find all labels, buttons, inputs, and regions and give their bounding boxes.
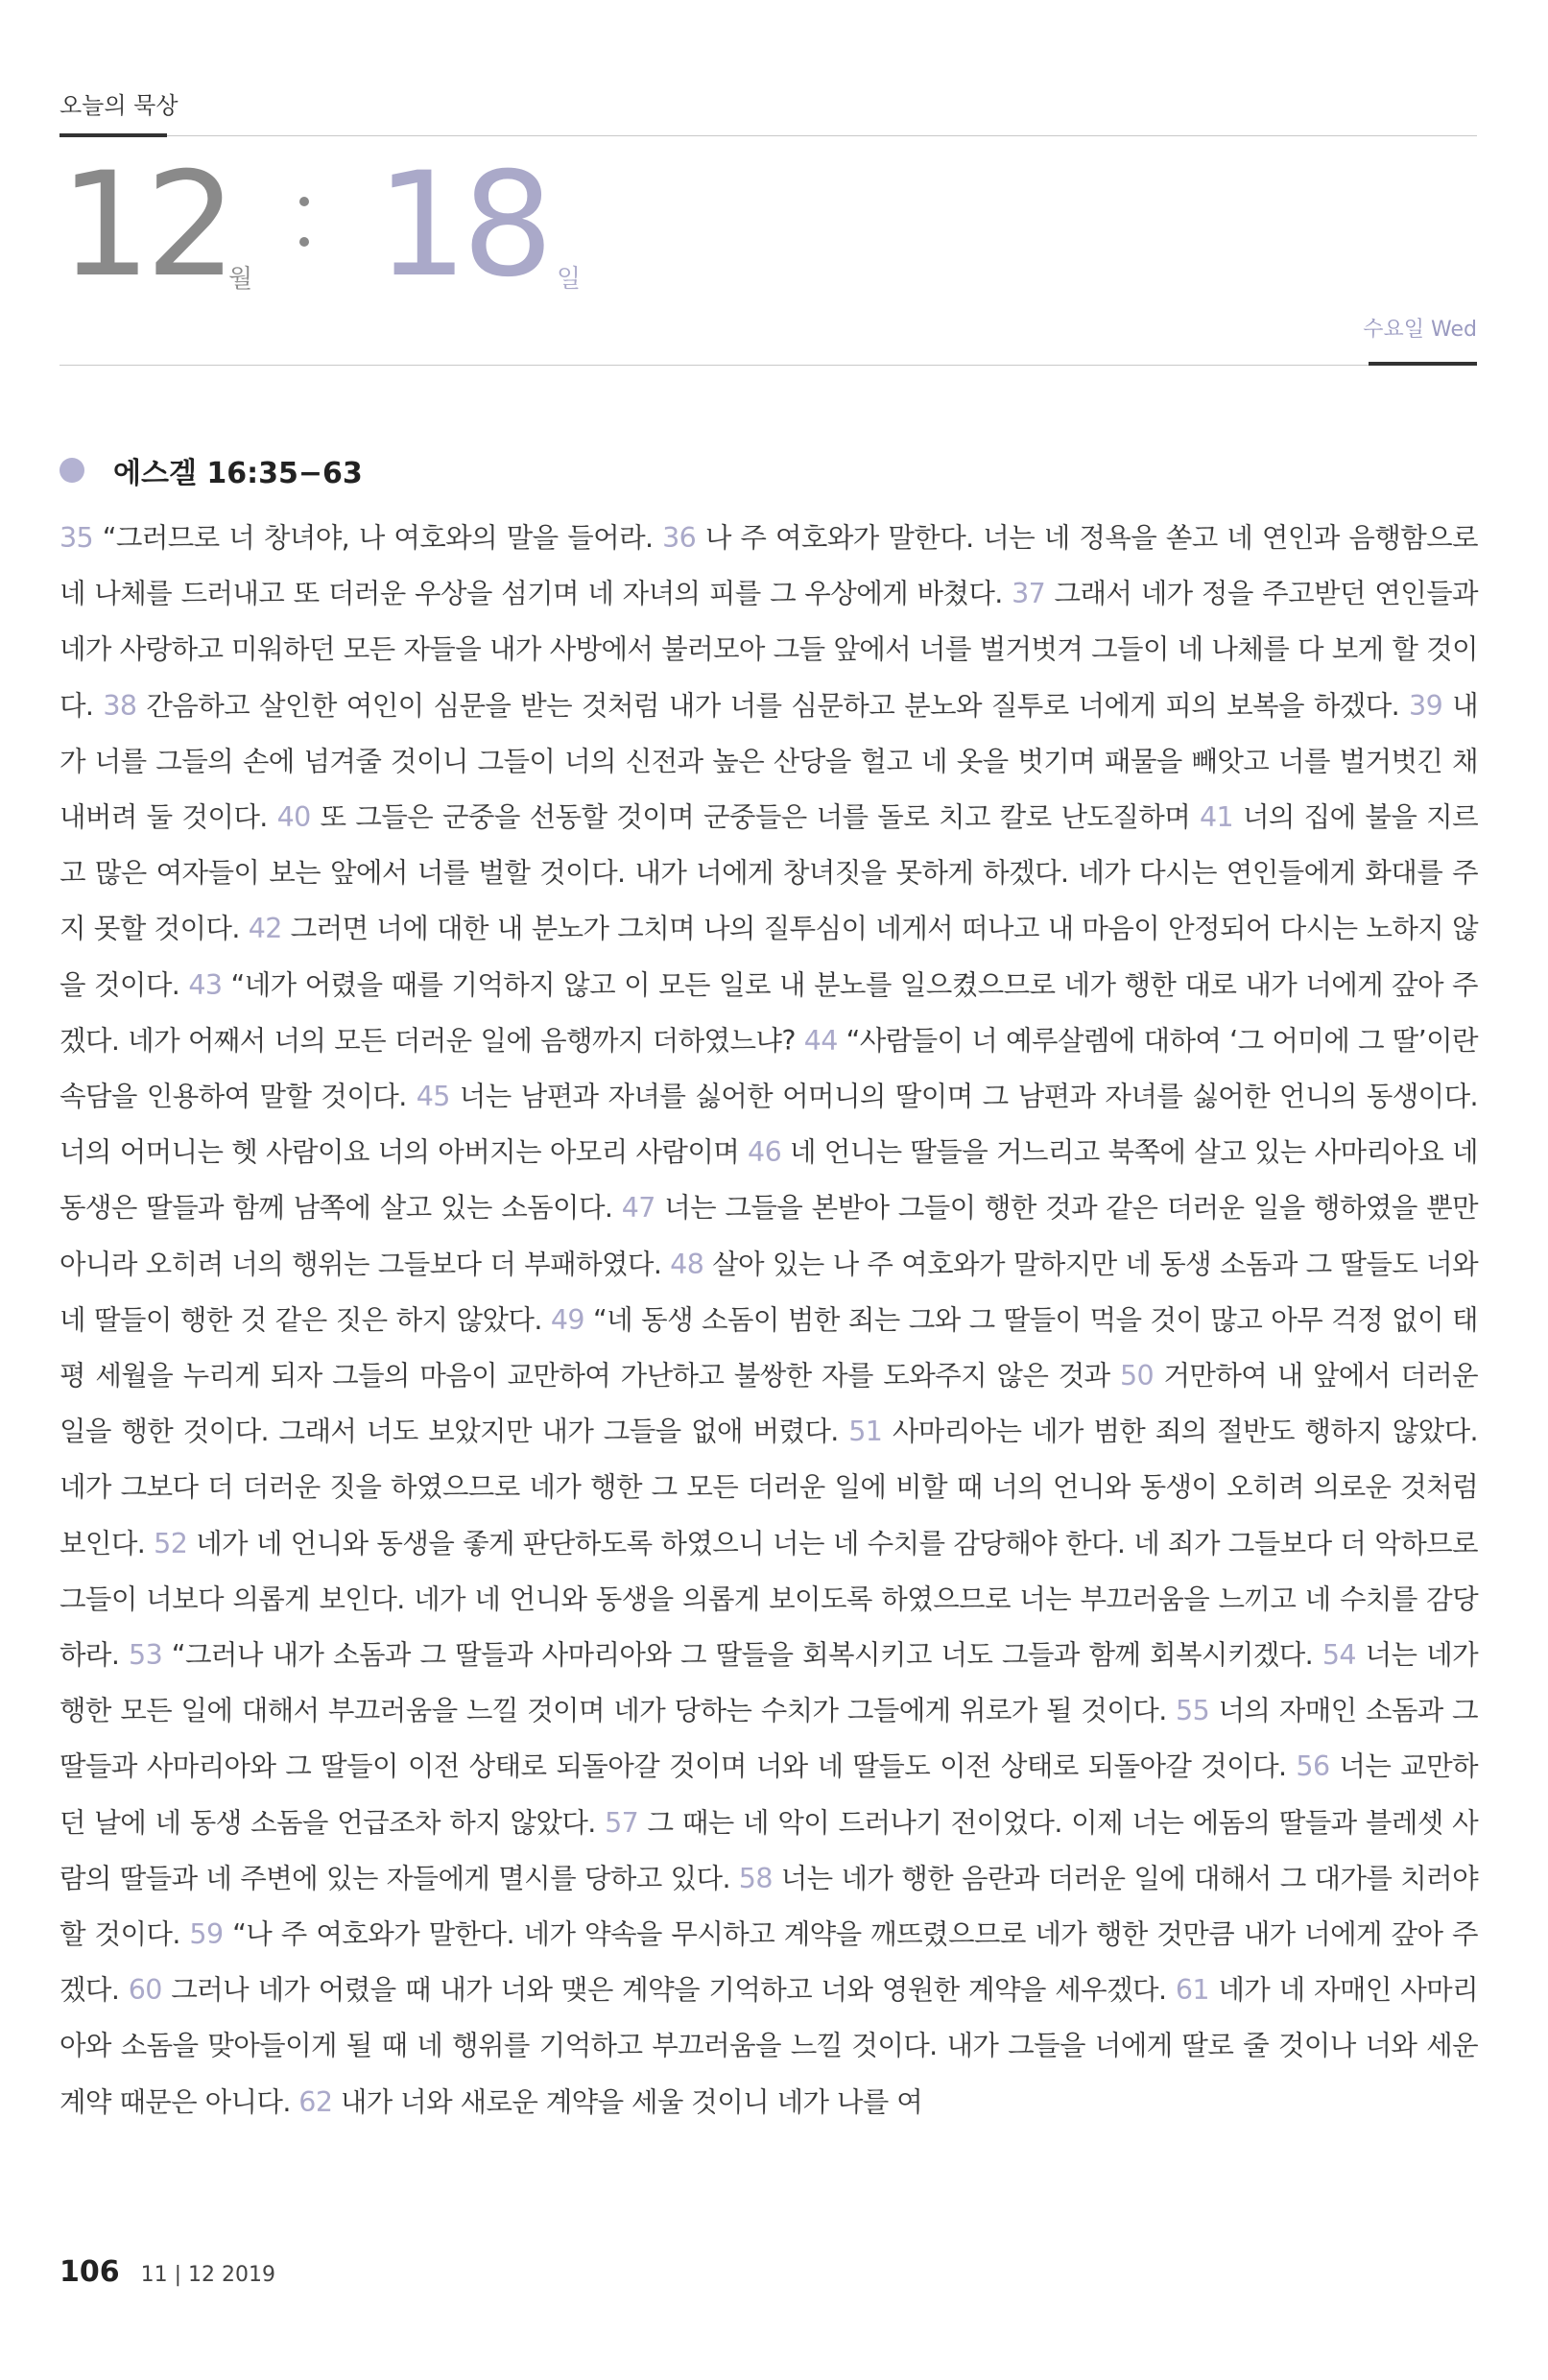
verse-number: 40	[276, 801, 321, 834]
verse-number: 58	[738, 1862, 781, 1894]
verse-text: 간음하고 살인한 여인이 심문을 받는 것처럼 내가 너를 심문하고 분노와 질투로 너에게 피의 보복을 하겠다.	[146, 689, 1410, 722]
verse-text: 네가 네 언니와 동생을 좋게 판단하도록 하였으니 너는 네 수치를 감당해야 한다. 네 죄가 그들보다 더 악하므로 그들이 너보다 의롭게 보인다. 네가 네 언니와 동생을 의롭게 보이도록 하였으므로 너는 부끄러움을 느끼고 네 수치를 감당하라.	[60, 1527, 1478, 1672]
verse-text: 너는 남편과 자녀를 싫어한 어머니의 딸이며 그 남편과 자녀를 싫어한 언니의 동생이다. 너의 어머니는 헷 사람이요 너의 아버지는 아모리 사람이며	[60, 1081, 1478, 1169]
verse-number: 37	[1012, 578, 1055, 610]
verse-number: 62	[298, 2085, 341, 2118]
verse-number: 56	[1296, 1750, 1340, 1783]
verse-text: 그러나 네가 어렸을 때 내가 너와 맺은 계약을 기억하고 너와 영원한 계약을 세우겠다.	[171, 1974, 1176, 2007]
verse-number: 57	[605, 1806, 648, 1839]
month-number: 12	[60, 142, 231, 309]
verse-number: 61	[1175, 1974, 1219, 2007]
verse-number: 45	[416, 1081, 460, 1113]
issue-date: 11 | 12 2019	[140, 2263, 275, 2287]
verse-number: 42	[248, 913, 291, 945]
scripture-heading	[60, 449, 363, 491]
verse-number: 53	[129, 1639, 172, 1672]
verse-number: 46	[748, 1136, 790, 1169]
verse-number: 47	[621, 1192, 665, 1225]
verse-text: 그래서 네가 정을 주고받던 연인들과 네가 사랑하고 미워하던 모든 자들을 내가 사방에서 불러모아 그들 앞에서 너를 벌거벗겨 그들이 네 나체를 다 보게 할 것이다.	[60, 578, 1478, 722]
page-footer	[60, 2255, 275, 2289]
verse-number: 48	[670, 1248, 713, 1280]
verse-text: 나 주 여호와가 말한다. 너는 네 정욕을 쏟고 네 연인과 음행함으로 네 나체를 드러내고 또 더러운 우상을 섬기며 네 자녀의 피를 그 우상에게 바쳤다.	[60, 522, 1478, 610]
header-divider	[167, 135, 1477, 136]
verse-number: 52	[154, 1527, 197, 1559]
verse-text: 내가 너와 새로운 계약을 세울 것이니 네가 나를 여	[340, 2085, 923, 2118]
date-accent-rule	[1369, 362, 1477, 366]
verse-text: “그러나 내가 소돔과 그 딸들과 사마리아와 그 딸들을 회복시키고 너도 그들과 함께 회복시키겠다.	[171, 1639, 1322, 1672]
verse-text: 거만하여 내 앞에서 더러운 일을 행한 것이다. 그래서 너도 보았지만 내가 그들을 없애 버렸다.	[60, 1360, 1479, 1448]
verse-text: 너는 교만하던 날에 네 동생 소돔을 언급조차 하지 않았다.	[60, 1750, 1478, 1839]
section-label: 오늘의 묵상	[60, 92, 179, 119]
verse-number: 43	[188, 968, 231, 1001]
header-accent-rule	[60, 133, 167, 137]
verse-text: 그 때는 네 악이 드러나기 전이었다. 이제 너는 에돔의 딸들과 블레셋 사람의 딸들과 네 주변에 있는 자들에게 멸시를 당하고 있다.	[60, 1806, 1478, 1894]
verse-number: 55	[1176, 1695, 1219, 1727]
scripture-reference: 에스겔 16:35−63	[113, 457, 363, 490]
verse-text: 너는 네가 행한 모든 일에 대해서 부끄러움을 느낄 것이며 네가 당하는 수치가 그들에게 위로가 될 것이다.	[60, 1639, 1479, 1727]
verse-number: 49	[550, 1303, 593, 1336]
date-divider	[60, 365, 1369, 366]
month-unit: 월	[228, 265, 253, 294]
verse-text: 네 언니는 딸들을 거느리고 북쪽에 살고 있는 사마리아요 네 동생은 딸들과 함께 남쪽에 살고 있는 소돔이다.	[60, 1136, 1478, 1225]
verse-number: 38	[103, 689, 147, 722]
verse-text: 너는 네가 행한 음란과 더러운 일에 대해서 그 대가를 치러야 할 것이다.	[60, 1862, 1479, 1951]
weekday-label: 수요일 Wed	[1363, 318, 1477, 342]
verse-number: 44	[803, 1024, 846, 1057]
verse-text: 살아 있는 나 주 여호와가 말하지만 네 동생 소돔과 그 딸들도 너와 네 딸들이 행한 것 같은 짓은 하지 않았다.	[60, 1248, 1478, 1336]
verse-text: “사람들이 너 예루살렘에 대하여 ‘그 어미에 그 딸’이란 속담을 인용하여 말할 것이다.	[60, 1024, 1478, 1113]
verse-text: 내가 너를 그들의 손에 넘겨줄 것이니 그들이 너의 신전과 높은 산당을 헐고 네 옷을 벗기며 패물을 빼앗고 너를 벌거벗긴 채 내버려 둘 것이다.	[60, 689, 1478, 834]
verse-text: 너의 자매인 소돔과 그 딸들과 사마리아와 그 딸들이 이전 상태로 되돌아갈 것이며 너와 네 딸들도 이전 상태로 되돌아갈 것이다.	[60, 1695, 1478, 1783]
page-number: 106	[60, 2255, 120, 2289]
verse-number: 36	[662, 522, 705, 554]
verse-text: 너의 집에 불을 지르고 많은 여자들이 보는 앞에서 너를 벌할 것이다. 내가 너에게 창녀짓을 못하게 하겠다. 네가 다시는 연인들에게 화대를 주지 못할 것이다.	[60, 801, 1479, 945]
verse-text: “나 주 여호와가 말한다. 네가 약속을 무시하고 계약을 깨뜨렸으므로 네가 행한 것만큼 내가 너에게 갚아 주겠다.	[60, 1918, 1478, 2007]
verse-text: 너는 그들을 본받아 그들이 행한 것과 같은 더러운 일을 행하였을 뿐만 아니라 오히려 너의 행위는 그들보다 더 부패하였다.	[60, 1192, 1478, 1280]
verse-text: 그러면 너에 대한 내 분노가 그치며 나의 질투심이 네게서 떠나고 내 마음이 안정되어 다시는 노하지 않을 것이다.	[60, 913, 1478, 1001]
verse-number: 50	[1120, 1360, 1164, 1392]
verse-text: 사마리아는 네가 범한 죄의 절반도 행하지 않았다. 네가 그보다 더 더러운 짓을 하였으므로 네가 행한 그 모든 더러운 일에 비할 때 너의 언니와 동생이 오히려 의로운 것처럼 보인다.	[60, 1416, 1478, 1559]
verse-number: 51	[848, 1416, 893, 1448]
verse-number: 39	[1409, 689, 1453, 722]
verse-text: “네 동생 소돔이 범한 죄는 그와 그 딸들이 먹을 것이 많고 아무 걱정 없이 태평 세월을 누리게 되자 그들의 마음이 교만하여 가난하고 불쌍한 자를 도와주지 않은 것과	[60, 1303, 1478, 1392]
date-separator	[299, 197, 311, 277]
day-unit: 일	[557, 265, 582, 294]
verse-text: 또 그들은 군중을 선동할 것이며 군중들은 너를 돌로 치고 칼로 난도질하며	[320, 801, 1201, 834]
verse-number: 59	[189, 1918, 233, 1951]
day-number: 18	[376, 142, 548, 309]
verse-number: 41	[1200, 801, 1243, 834]
verse-text: 네가 네 자매인 사마리아와 소돔을 맞아들이게 될 때 네 행위를 기억하고 부끄러움을 느낄 것이다. 내가 그들을 너에게 딸로 줄 것이나 너와 세운 계약 때문은 아니다.	[60, 1974, 1479, 2118]
verse-text: “네가 어렸을 때를 기억하지 않고 이 모든 일로 내 분노를 일으켰으므로 네가 행한 대로 내가 너에게 갚아 주겠다. 네가 어째서 너의 모든 더러운 일에 음행까지 더하였느냐?	[60, 968, 1478, 1057]
scripture-body	[60, 511, 1478, 2130]
date-display	[60, 142, 1480, 309]
bullet-icon	[60, 458, 84, 483]
verse-text: “그러므로 너 창녀야, 나 여호와의 말을 들어라.	[102, 522, 663, 554]
verse-number: 54	[1322, 1639, 1366, 1672]
verse-number: 35	[60, 522, 103, 554]
verse-number: 60	[128, 1974, 172, 2007]
